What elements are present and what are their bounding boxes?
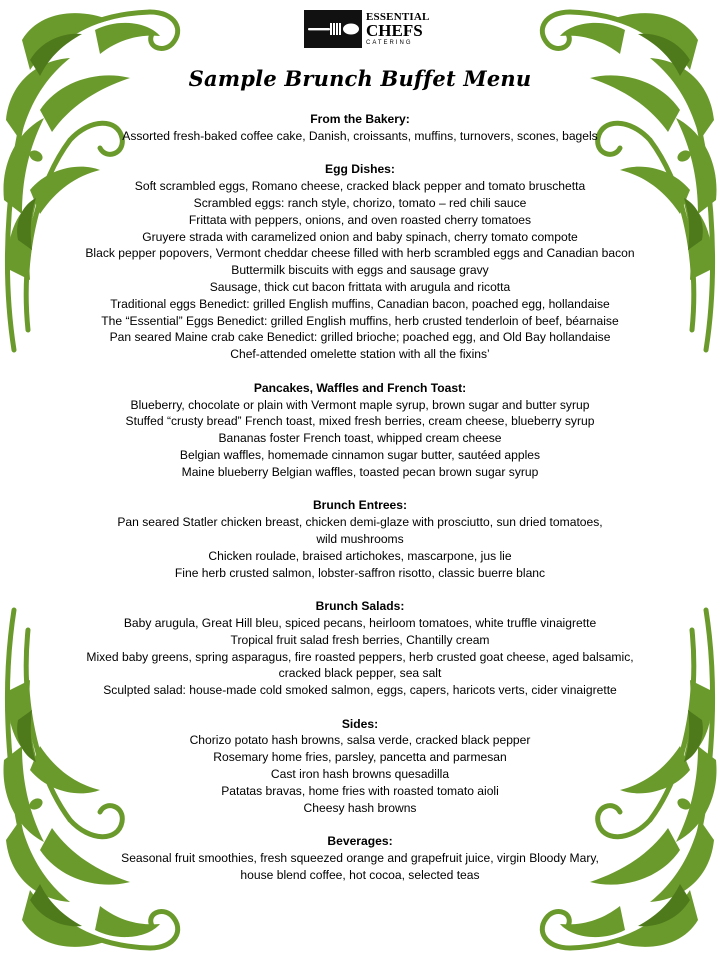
menu-item: The “Essential” Eggs Benedict: grilled English muffins, herb crusted tenderloin of beef, béarnaise: [101, 313, 619, 328]
menu-item: Bananas foster French toast, whipped cream cheese: [218, 431, 502, 446]
menu-item: house blend coffee, hot cocoa, selected teas: [240, 867, 480, 882]
section-brunch-entrees: [60, 497, 660, 581]
menu-item: Soft scrambled eggs, Romano cheese, cracked black pepper and tomato bruschetta: [134, 179, 586, 194]
section-heading: Brunch Entrees:: [312, 498, 408, 513]
logo-line-chefs: CHEFS: [366, 21, 423, 40]
logo-text: [366, 12, 430, 46]
menu-item: Sculpted salad: house-made cold smoked salmon, eggs, capers, haricots verts, cider vinaigrette: [103, 683, 617, 698]
section-egg-dishes: [60, 161, 660, 363]
logo-mark: [304, 10, 362, 48]
menu-item: Assorted fresh-baked coffee cake, Danish, croissants, muffins, turnovers, scones, bagels: [122, 128, 598, 143]
section-heading: Pancakes, Waffles and French Toast:: [253, 380, 467, 395]
menu-item: Frittata with peppers, onions, and oven roasted cherry tomatoes: [188, 212, 532, 227]
menu-item: Pan seared Statler chicken breast, chicken demi-glaze with prosciutto, sun dried tomatoes,: [117, 515, 603, 530]
menu-item: Black pepper popovers, Vermont cheddar cheese filled with herb scrambled eggs and Canadian bacon: [85, 246, 635, 261]
section-brunch-salads: [60, 598, 660, 699]
menu-item: Fine herb crusted salmon, lobster-saffron risotto, classic buerre blanc: [174, 565, 546, 580]
menu-title: Sample Brunch Buffet Menu: [188, 66, 532, 91]
section-heading: Brunch Salads:: [315, 599, 405, 614]
section-heading: Egg Dishes:: [325, 162, 395, 177]
menu-item: Seasonal fruit smoothies, fresh squeezed orange and grapefruit juice, virgin Bloody Mary,: [121, 851, 599, 866]
section-heading: Sides:: [341, 716, 379, 731]
logo-line-catering: CATERING: [366, 40, 413, 46]
menu-item: Pan seared Maine crab cake Benedict: grilled brioche; poached egg, and Old Bay hollandaise: [109, 330, 611, 345]
section-heading: Beverages:: [327, 834, 393, 849]
menu-item: Maine blueberry Belgian waffles, toasted pecan brown sugar syrup: [181, 464, 539, 479]
menu-item: wild mushrooms: [316, 531, 404, 546]
fork-spoon-icon: [304, 14, 362, 44]
menu-item: Chicken roulade, braised artichokes, mascarpone, jus lie: [208, 548, 512, 563]
menu-item: Tropical fruit salad fresh berries, Chantilly cream: [230, 632, 490, 647]
section-beverages: [60, 833, 660, 883]
section-pancakes-waffles: [60, 380, 660, 481]
menu-item: Scrambled eggs: ranch style, chorizo, tomato – red chili sauce: [193, 195, 527, 210]
menu-item: Buttermilk biscuits with eggs and sausage gravy: [231, 263, 489, 278]
menu-item: cracked black pepper, sea salt: [278, 666, 442, 681]
menu-body: [60, 111, 660, 900]
section-sides: [60, 716, 660, 817]
menu-item: Baby arugula, Great Hill bleu, spiced pecans, heirloom tomatoes, white truffle vinaigrette: [123, 615, 597, 630]
menu-item: Mixed baby greens, spring asparagus, fire roasted peppers, herb crusted goat cheese, aged balsamic,: [86, 649, 634, 664]
logo-line-essential: ESSENTIAL: [366, 11, 430, 23]
menu-item: Chorizo potato hash browns, salsa verde, cracked black pepper: [189, 733, 531, 748]
menu-item: Stuffed “crusty bread” French toast, mixed fresh berries, cream cheese, blueberry syrup: [125, 414, 595, 429]
menu-item: Sausage, thick cut bacon frittata with arugula and ricotta: [209, 279, 511, 294]
menu-item: Rosemary home fries, parsley, pancetta and parmesan: [213, 750, 507, 765]
menu-item: Belgian waffles, homemade cinnamon sugar butter, sautéed apples: [179, 447, 541, 462]
menu-item: Blueberry, chocolate or plain with Vermont maple syrup, brown sugar and butter syrup: [130, 397, 590, 412]
section-heading: From the Bakery:: [310, 112, 410, 126]
essential-chefs-logo: [304, 9, 430, 49]
menu-item: Chef-attended omelette station with all the fixins’: [230, 347, 490, 362]
menu-item: Gruyere strada with caramelized onion and baby spinach, cherry tomato compote: [142, 229, 578, 244]
menu-item: Traditional eggs Benedict: grilled English muffins, Canadian bacon, poached egg, hollandaise: [110, 296, 610, 311]
menu-item: Cast iron hash browns quesadilla: [270, 767, 450, 782]
section-bakery: [60, 111, 660, 145]
menu-item: Patatas bravas, home fries with roasted tomato aioli: [221, 783, 499, 798]
menu-item: Cheesy hash browns: [303, 800, 417, 815]
